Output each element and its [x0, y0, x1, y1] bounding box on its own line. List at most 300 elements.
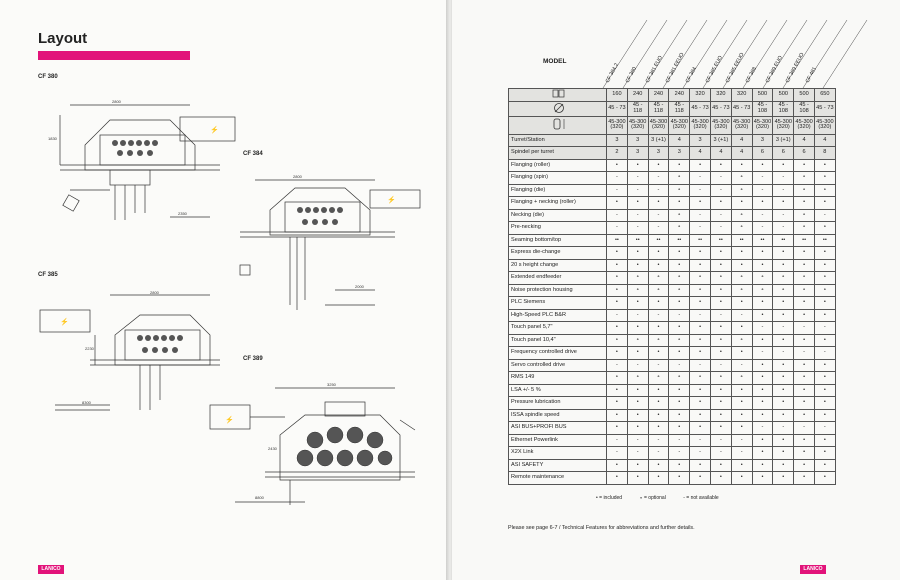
feature-cell: ∘	[690, 372, 711, 385]
feature-name: Turret/Station	[509, 134, 607, 147]
feature-cell: -	[607, 309, 628, 322]
feature-cell: -	[814, 209, 835, 222]
feature-cell: •	[814, 409, 835, 422]
feature-row	[509, 384, 836, 397]
feature-name: Flanging (die)	[509, 184, 607, 197]
feature-row	[509, 309, 836, 322]
feature-cell: •	[814, 447, 835, 460]
feature-cell: •	[731, 347, 752, 360]
cf380-width-dim: 2800	[112, 99, 121, 104]
feature-cell: 4	[669, 134, 690, 147]
feature-cell: •	[794, 472, 815, 485]
feature-cell: •	[814, 247, 835, 260]
model-header: CF 385 EUO	[704, 54, 724, 84]
feature-cell: •	[773, 447, 794, 460]
feature-cell: ∘	[690, 284, 711, 297]
feature-cell: •	[773, 259, 794, 272]
cf385-layout-drawing	[30, 290, 230, 415]
title-accent-bar	[38, 51, 190, 60]
model-header: CF 389 EUO	[764, 54, 784, 84]
feature-cell: •	[627, 297, 648, 310]
feature-cell: •	[814, 359, 835, 372]
feature-cell: 6	[794, 147, 815, 160]
feature-cell: ∘	[669, 222, 690, 235]
feature-cell: -	[794, 322, 815, 335]
spec-cell: 45 - 118	[669, 101, 690, 117]
spec-cell: 160	[607, 89, 628, 102]
feature-row	[509, 197, 836, 210]
feature-cell: -	[607, 222, 628, 235]
feature-cell: •	[814, 259, 835, 272]
cf384-offset-dim: 2000	[355, 284, 364, 289]
cf380-height-dim: 1830	[48, 136, 57, 141]
feature-cell: 3	[648, 147, 669, 160]
feature-cell: •	[794, 384, 815, 397]
feature-cell: ∘	[814, 284, 835, 297]
feature-cell: •	[731, 472, 752, 485]
feature-cell: •	[814, 459, 835, 472]
svg-text:⚡: ⚡	[387, 197, 396, 204]
feature-cell: ∘	[648, 272, 669, 285]
feature-name: Ethernet Powerlink	[509, 434, 607, 447]
feature-cell: •	[690, 197, 711, 210]
feature-cell: -	[690, 209, 711, 222]
feature-cell: •	[710, 159, 731, 172]
feature-cell: •	[690, 459, 711, 472]
feature-cell: -	[627, 184, 648, 197]
feature-cell: 3 (+1)	[773, 134, 794, 147]
model-header-lines	[452, 0, 900, 100]
feature-name: Noise protection housing	[509, 284, 607, 297]
feature-name: Touch panel 5,7"	[509, 322, 607, 335]
feature-cell: •	[731, 247, 752, 260]
feature-cell: 2	[607, 147, 628, 160]
feature-cell: •	[731, 197, 752, 210]
spec-cell: 45 - 73	[814, 101, 835, 117]
feature-cell: ∘	[710, 284, 731, 297]
feature-cell: -	[731, 309, 752, 322]
spec-cell: 45 - 73	[690, 101, 711, 117]
feature-cell: •	[731, 384, 752, 397]
feature-cell: •	[773, 247, 794, 260]
feature-cell: •	[731, 409, 752, 422]
feature-cell: •	[607, 259, 628, 272]
feature-cell: •	[669, 397, 690, 410]
feature-row	[509, 409, 836, 422]
feature-cell: •	[710, 259, 731, 272]
label-cf384: CF 384	[243, 151, 263, 157]
page-title: Layout	[38, 30, 88, 47]
feature-cell: •	[710, 422, 731, 435]
feature-cell: -	[627, 209, 648, 222]
feature-cell: •	[710, 472, 731, 485]
feature-cell: •	[690, 347, 711, 360]
feature-cell: •	[814, 434, 835, 447]
feature-cell: -	[648, 309, 669, 322]
feature-cell: •	[648, 197, 669, 210]
spec-cell: 45-300 (320)	[627, 117, 648, 135]
feature-cell: -	[690, 447, 711, 460]
feature-cell: -	[752, 347, 773, 360]
svg-text:⚡: ⚡	[60, 319, 69, 326]
feature-cell: •	[814, 334, 835, 347]
feature-name: 20 s height change	[509, 259, 607, 272]
footnote: Please see page 6-7 / Technical Features for abbreviations and further details.	[508, 525, 695, 531]
feature-cell: •	[690, 422, 711, 435]
feature-cell: •	[710, 197, 731, 210]
spec-cell: 320	[710, 89, 731, 102]
feature-cell: ∘	[648, 372, 669, 385]
feature-row	[509, 222, 836, 235]
feature-cell: •	[710, 347, 731, 360]
feature-name: Servo controlled drive	[509, 359, 607, 372]
feature-cell: ∘	[669, 209, 690, 222]
feature-cell: ∘	[752, 284, 773, 297]
feature-cell: •	[773, 409, 794, 422]
feature-row	[509, 172, 836, 185]
can-height-icon	[509, 117, 607, 135]
feature-name: Flanging (roller)	[509, 159, 607, 172]
feature-cell: •	[752, 197, 773, 210]
feature-cell: ∘	[627, 372, 648, 385]
feature-name: ASI BUS+PROFI BUS	[509, 422, 607, 435]
feature-cell: •	[648, 347, 669, 360]
feature-cell: -	[710, 184, 731, 197]
feature-cell: •	[627, 159, 648, 172]
feature-cell: -	[648, 222, 669, 235]
feature-cell: -	[607, 172, 628, 185]
feature-cell: •	[773, 334, 794, 347]
spec-cell: 45 - 118	[627, 101, 648, 117]
spec-cell: 45 - 108	[794, 101, 815, 117]
label-cf380: CF 380	[38, 74, 58, 80]
feature-cell: •	[773, 159, 794, 172]
feature-cell: -	[710, 434, 731, 447]
label-cf385: CF 385	[38, 272, 58, 278]
brand-logo: LANICO	[38, 565, 64, 574]
feature-cell: •	[794, 309, 815, 322]
legend-not-available: - = not available	[683, 495, 719, 501]
feature-cell: -	[690, 172, 711, 185]
feature-cell: •	[773, 472, 794, 485]
feature-cell: •	[710, 459, 731, 472]
feature-name: Pre-necking	[509, 222, 607, 235]
feature-row	[509, 284, 836, 297]
feature-cell: •	[648, 459, 669, 472]
feature-cell: 3 (+1)	[648, 134, 669, 147]
feature-cell: •	[627, 397, 648, 410]
feature-cell: •	[669, 459, 690, 472]
brand-logo-right: LANICO	[800, 565, 826, 574]
feature-cell: 3	[627, 134, 648, 147]
feature-cell: •	[752, 409, 773, 422]
feature-cell: •	[648, 297, 669, 310]
feature-cell: •	[752, 384, 773, 397]
feature-cell: •	[794, 159, 815, 172]
feature-cell: ••	[752, 234, 773, 247]
feature-name: High-Speed PLC B&R	[509, 309, 607, 322]
spec-cell: 45-300 (320)	[710, 117, 731, 135]
feature-cell: ∘	[731, 184, 752, 197]
feature-cell: -	[710, 209, 731, 222]
feature-cell: •	[690, 259, 711, 272]
feature-cell: -	[648, 447, 669, 460]
feature-cell: ∘	[648, 334, 669, 347]
spec-cell: 45 - 73	[710, 101, 731, 117]
spec-cell: 45-300 (320)	[731, 117, 752, 135]
spec-cell: 45-300 (320)	[794, 117, 815, 135]
feature-cell: •	[690, 159, 711, 172]
feature-cell: -	[648, 434, 669, 447]
feature-row	[509, 184, 836, 197]
feature-name: PLC Siemens	[509, 297, 607, 310]
feature-cell: ∘	[607, 284, 628, 297]
feature-cell: •	[710, 247, 731, 260]
feature-cell: -	[773, 347, 794, 360]
feature-cell: ∘	[814, 172, 835, 185]
spec-cell: 320	[731, 89, 752, 102]
feature-cell: •	[690, 472, 711, 485]
feature-cell: •	[627, 384, 648, 397]
feature-cell: -	[690, 359, 711, 372]
feature-cell: ••	[731, 234, 752, 247]
feature-cell: ∘	[627, 284, 648, 297]
feature-cell: •	[794, 359, 815, 372]
feature-cell: ••	[627, 234, 648, 247]
diameter-icon	[509, 101, 607, 117]
feature-cell: -	[607, 359, 628, 372]
feature-cell: -	[752, 172, 773, 185]
feature-cell: ••	[669, 234, 690, 247]
feature-cell: •	[794, 197, 815, 210]
feature-cell: •	[731, 397, 752, 410]
feature-cell: •	[648, 247, 669, 260]
spec-cell: 500	[773, 89, 794, 102]
feature-row	[509, 247, 836, 260]
spec-cell: 240	[669, 89, 690, 102]
model-header: CF 384	[684, 66, 698, 84]
feature-cell: •	[814, 397, 835, 410]
feature-cell: •	[710, 322, 731, 335]
feature-cell: •	[773, 459, 794, 472]
can-size-icon	[509, 89, 607, 102]
model-header: CF 381 EEUO	[664, 51, 686, 84]
model-header: CF 380	[624, 66, 638, 84]
feature-cell: ∘	[669, 272, 690, 285]
feature-row	[509, 272, 836, 285]
feature-cell: 3	[752, 134, 773, 147]
feature-cell: •	[731, 459, 752, 472]
feature-cell: ∘	[648, 284, 669, 297]
feature-cell: •	[669, 472, 690, 485]
feature-cell: •	[752, 447, 773, 460]
feature-cell: -	[710, 447, 731, 460]
feature-cell: -	[731, 447, 752, 460]
feature-cell: •	[731, 322, 752, 335]
feature-cell: -	[731, 359, 752, 372]
spec-cell: 45-300 (320)	[669, 117, 690, 135]
feature-cell: -	[794, 347, 815, 360]
feature-cell: •	[752, 459, 773, 472]
feature-cell: •	[648, 397, 669, 410]
feature-cell: •	[814, 297, 835, 310]
feature-cell: -	[648, 184, 669, 197]
feature-cell: •	[607, 347, 628, 360]
feature-cell: ∘	[731, 272, 752, 285]
feature-cell: -	[627, 309, 648, 322]
feature-cell: •	[731, 259, 752, 272]
feature-cell: •	[690, 409, 711, 422]
feature-cell: -	[690, 184, 711, 197]
feature-cell: ••	[710, 234, 731, 247]
feature-cell: •	[648, 409, 669, 422]
feature-name: Express die-change	[509, 247, 607, 260]
feature-cell: ••	[773, 234, 794, 247]
feature-cell: -	[627, 222, 648, 235]
feature-cell: ∘	[773, 272, 794, 285]
feature-cell: 4	[710, 147, 731, 160]
size-row	[509, 89, 836, 102]
feature-cell: •	[752, 297, 773, 310]
feature-name: RMS 149	[509, 372, 607, 385]
spec-cell: 45 - 73	[731, 101, 752, 117]
legend-optional: ∘ = optional	[639, 495, 666, 501]
feature-cell: ∘	[669, 334, 690, 347]
feature-name: Seaming bottom/top	[509, 234, 607, 247]
model-header: CF 389 EEUO	[784, 51, 806, 84]
feature-cell: •	[627, 247, 648, 260]
feature-row	[509, 234, 836, 247]
feature-cell: -	[669, 447, 690, 460]
feature-cell: •	[607, 197, 628, 210]
feature-cell: ••	[814, 234, 835, 247]
feature-cell: •	[752, 259, 773, 272]
cf389-height-dim: 2430	[268, 446, 277, 451]
feature-cell: ••	[607, 234, 628, 247]
feature-cell: -	[648, 209, 669, 222]
feature-name: LSA +/- 5 %	[509, 384, 607, 397]
feature-row	[509, 359, 836, 372]
feature-cell: •	[648, 472, 669, 485]
feature-cell: 3	[669, 147, 690, 160]
feature-name: Spindel per turret	[509, 147, 607, 160]
model-header: CF 381 EUO	[644, 54, 664, 84]
feature-cell: •	[607, 397, 628, 410]
feature-cell: •	[627, 259, 648, 272]
feature-cell: ∘	[627, 272, 648, 285]
feature-cell: -	[752, 209, 773, 222]
feature-cell: -	[627, 359, 648, 372]
feature-name: ISSA spindle speed	[509, 409, 607, 422]
feature-cell: •	[752, 309, 773, 322]
svg-text:⚡: ⚡	[210, 127, 219, 134]
feature-cell: •	[627, 472, 648, 485]
feature-cell: •	[607, 409, 628, 422]
feature-cell: •	[669, 159, 690, 172]
feature-cell: ∘	[752, 272, 773, 285]
spec-cell: 650	[814, 89, 835, 102]
feature-cell: •	[752, 434, 773, 447]
feature-row	[509, 134, 836, 147]
feature-cell: •	[690, 247, 711, 260]
feature-cell: •	[648, 384, 669, 397]
feature-cell: ∘	[607, 334, 628, 347]
feature-row	[509, 297, 836, 310]
feature-cell: •	[669, 409, 690, 422]
feature-cell: -	[773, 172, 794, 185]
feature-cell: •	[710, 409, 731, 422]
feature-cell: -	[607, 447, 628, 460]
feature-cell: •	[669, 384, 690, 397]
feature-cell: 4	[814, 134, 835, 147]
feature-cell: 3 (+1)	[710, 134, 731, 147]
feature-cell: ••	[794, 234, 815, 247]
feature-cell: •	[814, 159, 835, 172]
feature-cell: •	[710, 384, 731, 397]
feature-cell: ∘	[731, 222, 752, 235]
feature-name: Touch panel 10,4"	[509, 334, 607, 347]
feature-cell: -	[607, 209, 628, 222]
spec-cell: 320	[690, 89, 711, 102]
feature-name: Remote maintenance	[509, 472, 607, 485]
spec-cell: 45-300 (320)	[607, 117, 628, 135]
feature-cell: •	[731, 159, 752, 172]
feature-cell: •	[794, 259, 815, 272]
feature-cell: 4	[690, 147, 711, 160]
feature-cell: •	[669, 197, 690, 210]
feature-cell: •	[752, 247, 773, 260]
spec-cell: 45-300 (320)	[752, 117, 773, 135]
spec-cell: 500	[752, 89, 773, 102]
feature-cell: -	[669, 359, 690, 372]
spec-cell: 240	[648, 89, 669, 102]
feature-cell: •	[669, 422, 690, 435]
feature-name: Pressure lubrication	[509, 397, 607, 410]
feature-cell: -	[752, 322, 773, 335]
feature-cell: •	[794, 409, 815, 422]
feature-cell: •	[752, 472, 773, 485]
cf385-offset-dim: 8300	[82, 400, 91, 405]
feature-row	[509, 372, 836, 385]
feature-name: Flanging + necking (roller)	[509, 197, 607, 210]
feature-cell: •	[648, 422, 669, 435]
spec-cell: 45 - 73	[607, 101, 628, 117]
feature-cell: ∘	[607, 372, 628, 385]
feature-name: Flanging (spin)	[509, 172, 607, 185]
feature-cell: •	[669, 259, 690, 272]
spec-cell: 45-300 (320)	[648, 117, 669, 135]
feature-cell: -	[773, 422, 794, 435]
feature-cell: •	[669, 347, 690, 360]
spec-cell: 45 - 108	[752, 101, 773, 117]
feature-cell: •	[773, 434, 794, 447]
feature-cell: -	[669, 434, 690, 447]
feature-row	[509, 209, 836, 222]
spec-table	[508, 88, 836, 485]
feature-cell: -	[627, 447, 648, 460]
model-label: MODEL	[543, 58, 567, 65]
feature-cell: -	[773, 184, 794, 197]
feature-cell: •	[690, 297, 711, 310]
feature-cell: •	[814, 197, 835, 210]
cf384-width-dim: 2800	[293, 174, 302, 179]
feature-cell: -	[627, 172, 648, 185]
feature-cell: ∘	[690, 334, 711, 347]
feature-row	[509, 472, 836, 485]
legend	[596, 495, 735, 501]
feature-cell: •	[669, 322, 690, 335]
feature-cell: •	[710, 297, 731, 310]
